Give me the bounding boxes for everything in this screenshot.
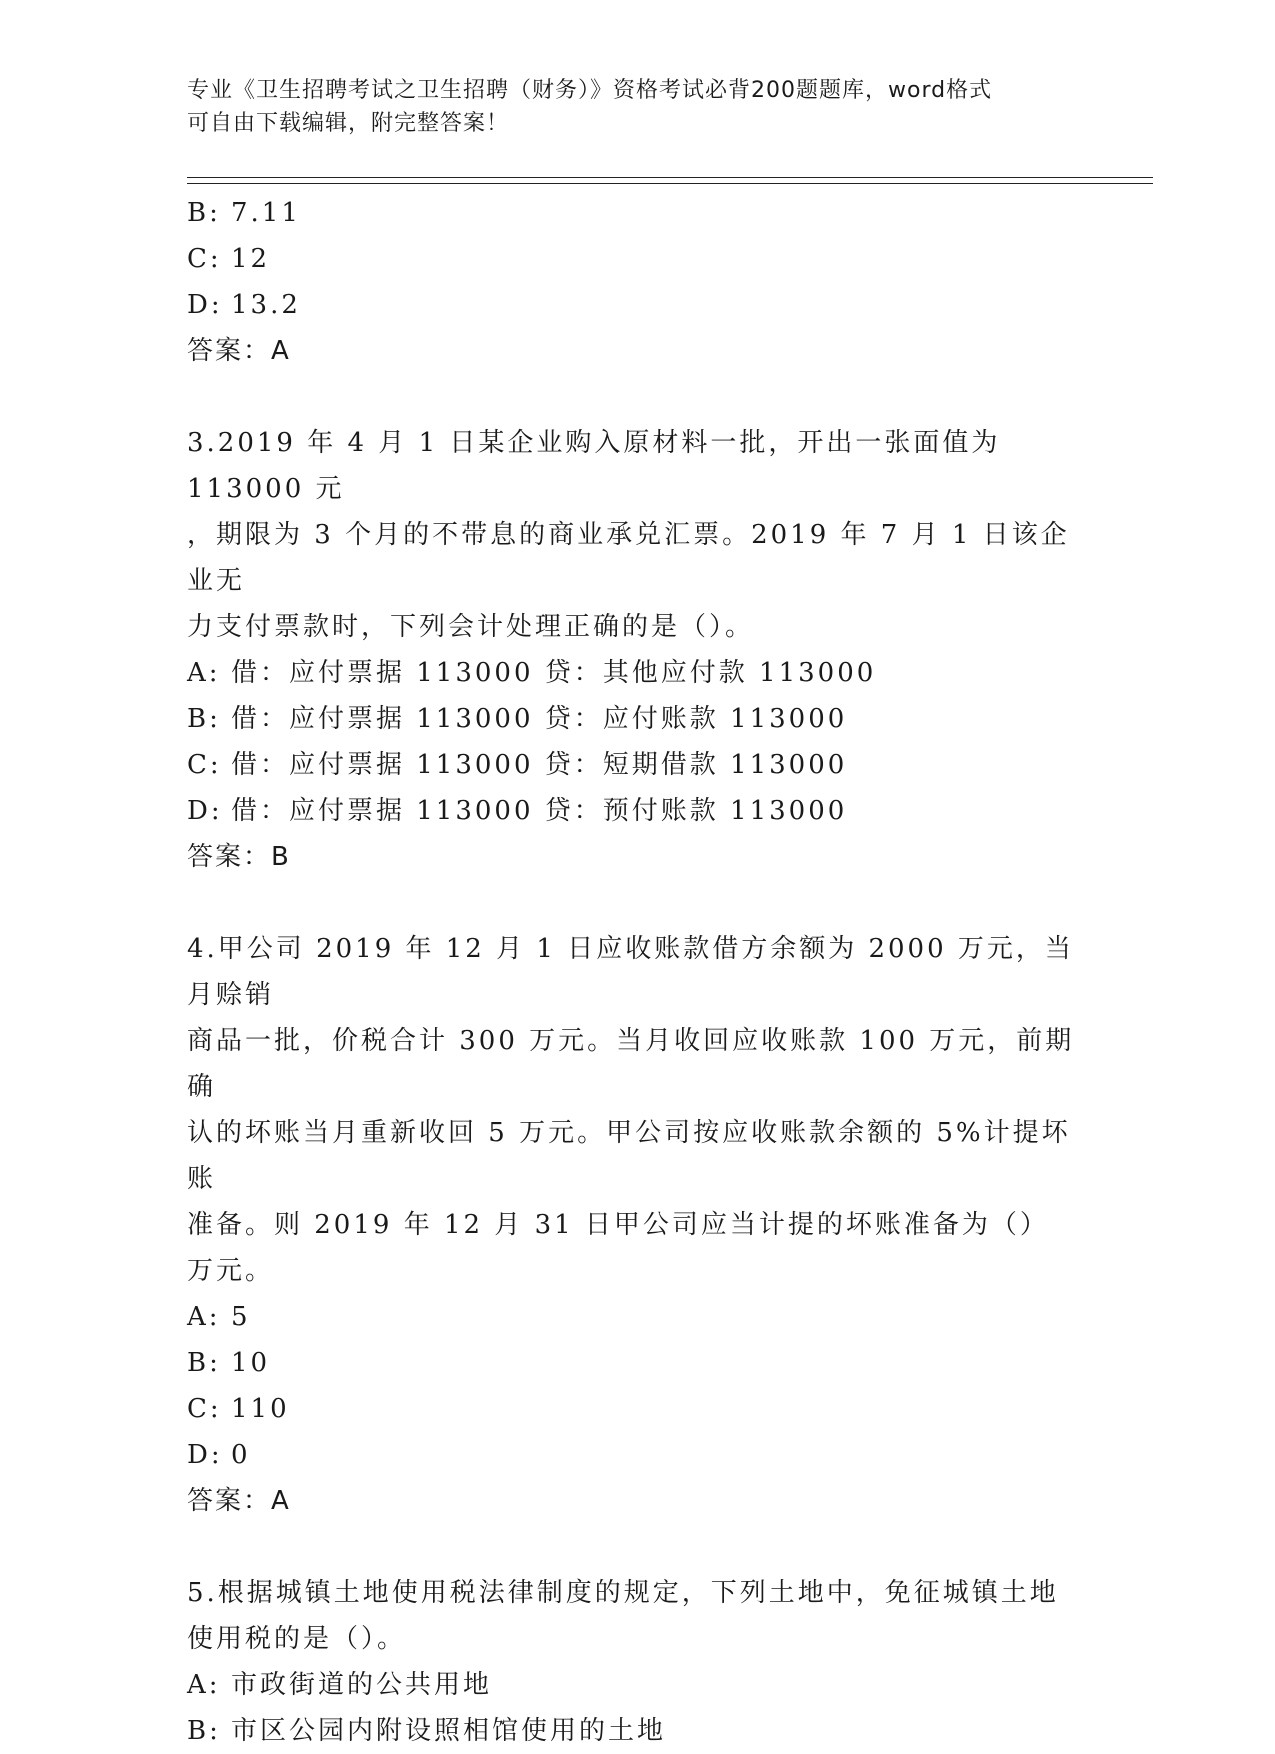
option-b: B: 10	[187, 1348, 271, 1378]
option-b: B: 市区公园内附设照相馆使用的土地	[187, 1716, 667, 1746]
question-text-line: 4.甲公司 2019 年 12 月 1 日应收账款借方余额为 2000 万元，当月赊销	[187, 934, 1074, 1010]
document-body	[187, 190, 1077, 1754]
question-text-line: 商品一批，价税合计 300 万元。当月收回应收账款 100 万元，前期确	[187, 1026, 1075, 1102]
option-a: A: 5	[187, 1302, 251, 1332]
option-b: B: 7.11	[187, 198, 301, 228]
answer: 答案：A	[187, 336, 291, 366]
question-2-continued	[187, 190, 1077, 374]
document-header	[187, 74, 1087, 140]
spacer	[187, 1524, 1077, 1570]
question-text-line: 力支付票款时，下列会计处理正确的是（）。	[187, 612, 755, 642]
header-divider-top	[187, 177, 1153, 178]
option-c: C: 110	[187, 1394, 290, 1424]
option-a: A: 市政街道的公共用地	[187, 1670, 493, 1700]
option-d: D: 0	[187, 1440, 251, 1470]
question-3	[187, 420, 1077, 880]
question-text-line: 5.根据城镇土地使用税法律制度的规定，下列土地中，免征城镇土地	[187, 1578, 1059, 1608]
question-text-line: 3.2019 年 4 月 1 日某企业购入原材料一批，开出一张面值为 113000 元	[187, 428, 1001, 504]
question-4	[187, 926, 1077, 1524]
spacer	[187, 374, 1077, 420]
question-text-line: 准备。则 2019 年 12 月 31 日甲公司应当计提的坏账准备为（）万元。	[187, 1210, 1049, 1286]
option-b: B: 借：应付票据 113000 贷：应付账款 113000	[187, 704, 848, 734]
option-c: C: 12	[187, 244, 271, 274]
spacer	[187, 880, 1077, 926]
option-c: C: 借：应付票据 113000 贷：短期借款 113000	[187, 750, 848, 780]
option-a: A: 借：应付票据 113000 贷：其他应付款 113000	[187, 658, 877, 688]
answer: 答案：A	[187, 1486, 291, 1516]
answer: 答案：B	[187, 842, 291, 872]
question-text-line: 认的坏账当月重新收回 5 万元。甲公司按应收账款余额的 5%计提坏账	[187, 1118, 1071, 1194]
option-d: D: 借：应付票据 113000 贷：预付账款 113000	[187, 796, 848, 826]
header-line-1: 专业《卫生招聘考试之卫生招聘（财务）》资格考试必背200题题库，word格式	[187, 78, 993, 103]
option-d: D: 13.2	[187, 290, 301, 320]
question-5	[187, 1570, 1077, 1754]
question-text-line: 使用税的是（）。	[187, 1624, 407, 1654]
question-text-line: ，期限为 3 个月的不带息的商业承兑汇票。2019 年 7 月 1 日该企业无	[187, 520, 1070, 596]
header-divider-bottom	[187, 183, 1153, 184]
header-line-2: 可自由下载编辑，附完整答案！	[187, 111, 510, 136]
